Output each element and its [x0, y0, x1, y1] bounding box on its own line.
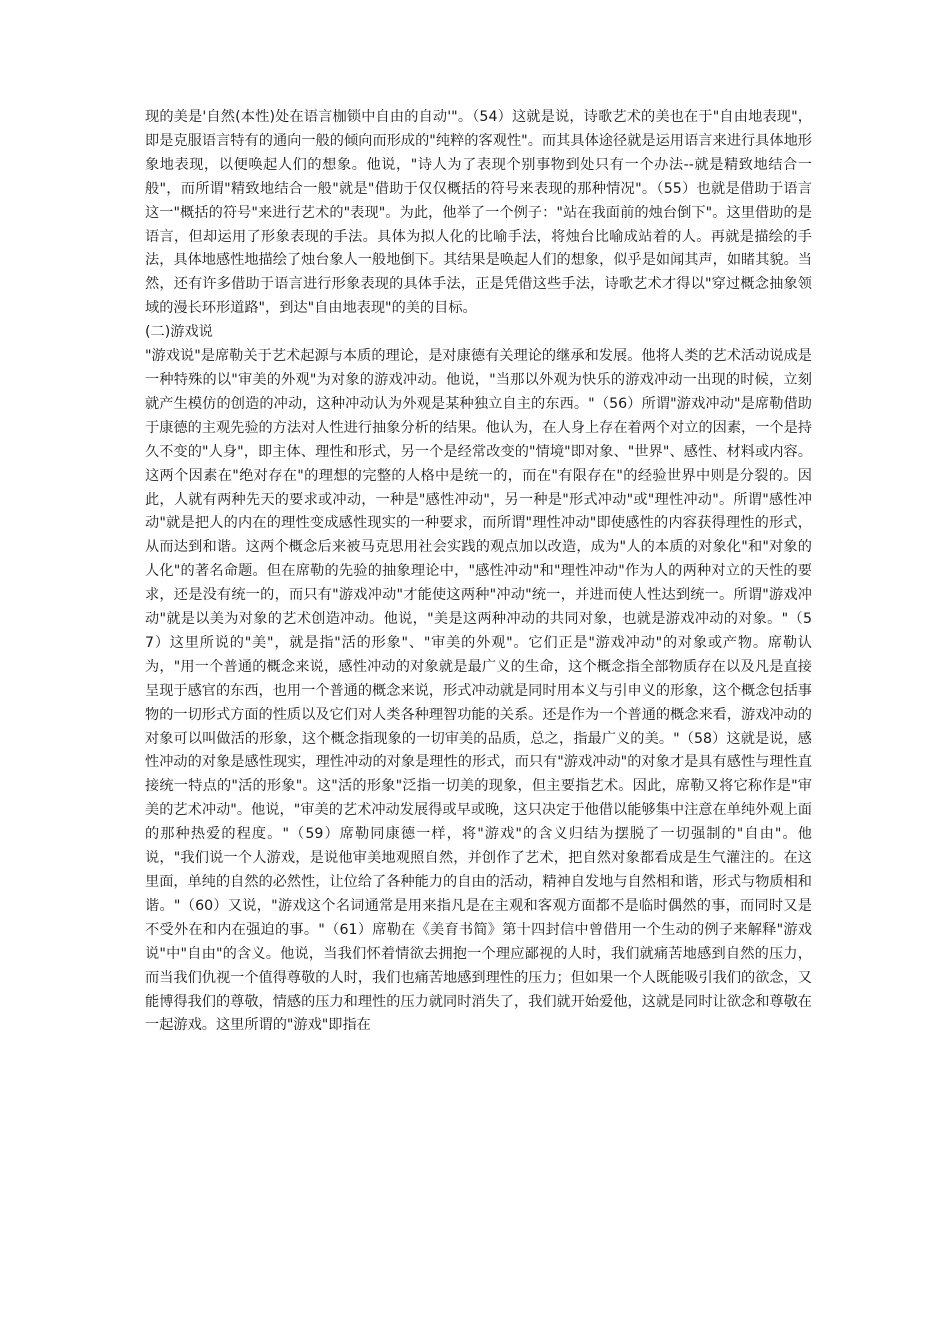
section-heading-play-theory: (二)游戏说 [145, 324, 213, 341]
document-body [145, 106, 812, 1038]
body-paragraph-continued: 现的美是'自然(本性)处在语言枷锁中自由的自动'"。（54）这就是说，诗歌艺术的美也在于"自由地表现"，即是克服语言特有的通向一般的倾向而形成的"纯粹的客观性"。而其具体途径就是运用语言来进行具体地形象地表现，以便唤起人们的想象。他说，"诗人为了表现个别事物到处只有一个办法--就是精致地结合一般"，而所谓"精致地结合一般"就是"借助于仅仅概括的符号来表现的那种情况"。（55）也就是借助于语言这一"概括的符号"来进行艺术的"表现"。为此，他举了一个例子："站在我面前的烛台倒下"。这里借助的是语言，但却运用了形象表现的手法。具体为拟人化的比喻手法，将烛台比喻成站着的人。再就是描绘的手法，具体地感性地描绘了烛台象人一般地倒下。其结果是唤起人们的想象，似乎是如闻其声，如睹其貌。当然，还有许多借助于语言进行形象表现的具体手法，正是凭借这些手法，诗歌艺术才得以"穿过概念抽象领域的漫长环形道路"，到达"自由地表现"的美的目标。 [145, 109, 812, 317]
body-paragraph-play-theory: "游戏说"是席勒关于艺术起源与本质的理论，是对康德有关理论的继承和发展。他将人类的艺术活动说成是一种特殊的以"审美的外观"为对象的游戏冲动。他说，"当那以外观为快乐的游戏冲动一出现的时候，立刻就产生模仿的创造的冲动，这种冲动认为外观是某种独立自主的东西。"（56）所谓"游戏冲动"是席勒借助于康德的主观先验的方法对人性进行抽象分析的结果。他认为，在人身上存在着两个对立的因素，一个是持久不变的"人身"，即主体、理性和形式，另一个是经常改变的"情境"即对象、"世界"、感性、材料或内容。这两个因素在"绝对存在"的理想的完整的人格中是统一的，而在"有限存在"的经验世界中则是分裂的。因此，人就有两种先天的要求或冲动，一种是"感性冲动"，另一种是"形式冲动"或"理性冲动"。所谓"感性冲动"就是把人的内在的理性变成感性现实的一种要求，而所谓"理性冲动"即使感性的内容获得理性的形式，从而达到和谐。这两个概念后来被马克思用社会实践的观点加以改造，成为"人的本质的对象化"和"对象的人化"的著名命题。但在席勒的先验的抽象理论中，"感性冲动"和"理性冲动"作为人的两种对立的天性的要求，还是没有统一的，而只有"游戏冲动"才能使这两种"冲动"统一，并进而使人性达到统一。所谓"游戏冲动"就是以美为对象的艺术创造冲动。他说，"美是这两种冲动的共同对象，也就是游戏冲动的对象。"（57）这里所说的"美"，就是指"活的形象"、"审美的外观"。它们正是"游戏冲动"的对象或产物。席勒认为，"用一个普通的概念来说，感性冲动的对象就是最广义的生命，这个概念指全部物质存在以及凡是直接呈现于感官的东西，也用一个普通的概念来说，形式冲动就是同时用本义与引申义的形象，这个概念包括事物的一切形式方面的性质以及它们对人类各种理智功能的关系。还是作为一个普通的概念来看，游戏冲动的对象可以叫做活的形象，这个概念指现象的一切审美的品质，总之，指最广义的美。"（58）这就是说，感性冲动的对象是感性现实，理性冲动的对象是理性的形式，而只有"游戏冲动"的对象才是具有感性与理性直接统一特点的"活的形象"。这"活的形象"泛指一切美的现象，但主要指艺术。因此，席勒又将它称作是"审美的艺术冲动"。他说，"审美的艺术冲动发展得或早或晚，这只决定于他借以能够集中注意在单纯外观上面的那种热爱的程度。"（59）席勒同康德一样，将"游戏"的含义归结为摆脱了一切强制的"自由"。他说，"我们说一个人游戏，是说他审美地观照自然，并创作了艺术，把自然对象都看成是生气灌注的。在这里面，单纯的自然的必然性，让位给了各种能力的自由的活动，精神自发地与自然相和谐，形式与物质相和谐。"（60）又说，"游戏这个名词通常是用来指凡是在主观和客观方面都不是临时偶然的事，而同时又是不受外在和内在强迫的事。"（61）席勒在《美育书简》第十四封信中曾借用一个生动的例子来解释"游戏说"中"自由"的含义。他说，当我们怀着情欲去拥抱一个理应鄙视的人时，我们就痛苦地感到自然的压力，而当我们仇视一个值得尊敬的人时，我们也痛苦地感到理性的压力；但如果一个人既能吸引我们的欲念，又能博得我们的尊敬，情感的压力和理性的压力就同时消失了，我们就开始爱他，这就是同时让欲念和尊敬在一起游戏。这里所谓的"游戏"即指在 [145, 348, 812, 1034]
